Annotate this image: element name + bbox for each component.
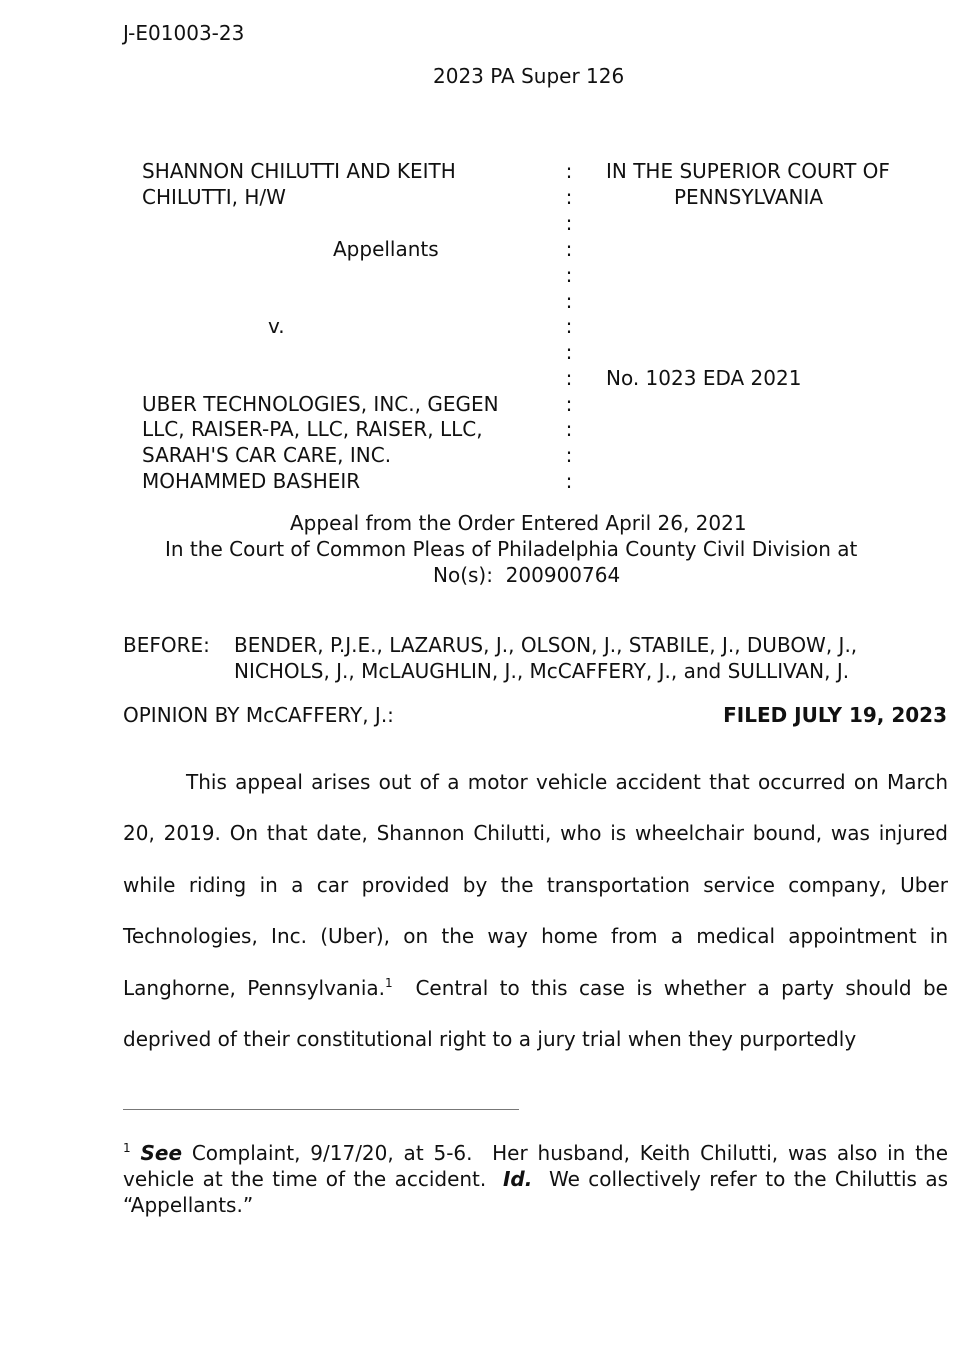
body-text-part-1: This appeal arises out of a motor vehicle accident that occurred on March 20, 2019. On that date, Shannon Chilutti, who is wheelchair bound, was injured while riding in a car provided by the transportation service company, Uber Technologies, Inc. (Uber), on the way home from a medical appointment in Langhorne, Pennsylvania. [123,770,948,1000]
appellants-label: Appellants [333,237,439,261]
caption-colon: : [565,314,573,338]
panel-line-1: BENDER, P.J.E., LAZARUS, J., OLSON, J., STABILE, J., DUBOW, J., [234,633,858,657]
case-citation: 2023 PA Super 126 [433,64,625,88]
before-label: BEFORE: [123,633,210,657]
body-paragraph [123,757,955,1065]
footnote-text-1: Complaint, 9/17/20, at 5-6. Her husband, Keith Chilutti, was also in the vehicle at the time of the accident. [123,1141,955,1191]
defendants-line-2: LLC, RAISER-PA, LLC, RAISER, LLC, [142,417,483,441]
caption-colon: : [565,417,573,441]
footnote-1 [123,1140,955,1218]
plaintiffs-line-1: SHANNON CHILUTTI AND KEITH [142,159,456,183]
footnote-divider [123,1109,519,1110]
opinion-author: OPINION BY McCAFFERY, J.: [123,703,394,727]
caption-colon: : [565,211,573,235]
caption-colon: : [565,392,573,416]
docket-number: J-E01003-23 [123,21,245,45]
appeal-line-2: In the Court of Common Pleas of Philadelphia County Civil Division at [165,537,858,561]
caption-colon: : [565,159,573,183]
footnote-id-signal: Id. [502,1167,533,1191]
panel-line-2: NICHOLS, J., McLAUGHLIN, J., McCAFFERY, J., and SULLIVAN, J. [234,659,850,683]
body-text-part-2: Central to this case is whether a party should be deprived of their constitutional right to a jury trial when they purportedly [123,975,955,1052]
appeal-line-1: Appeal from the Order Entered April 26, 2021 [290,511,747,535]
versus-label: v. [268,314,285,338]
caption-colon: : [565,469,573,493]
caption-colon: : [565,237,573,261]
caption-colon: : [565,289,573,313]
caption-colon: : [565,340,573,364]
opinion-body [123,757,955,1065]
appeal-line-3: No(s): 200900764 [433,563,621,587]
caption-colon: : [565,263,573,287]
court-name-line-2: PENNSYLVANIA [674,185,824,209]
defendants-line-4: MOHAMMED BASHEIR [142,469,361,493]
footnote-number: 1 [123,1141,131,1155]
footnote-text-2: We collectively refer to the Chiluttis as “Appellants.” [123,1167,955,1217]
case-number: No. 1023 EDA 2021 [606,366,802,390]
caption-colon: : [565,366,573,390]
caption-colon: : [565,185,573,209]
footnote-reference: 1 [385,975,393,990]
defendants-line-1: UBER TECHNOLOGIES, INC., GEGEN [142,392,499,416]
footnote-see-signal: See [140,1141,183,1165]
caption-colon: : [565,443,573,467]
defendants-line-3: SARAH'S CAR CARE, INC. [142,443,392,467]
plaintiffs-line-2: CHILUTTI, H/W [142,185,286,209]
court-name-line-1: IN THE SUPERIOR COURT OF [606,159,890,183]
filed-date: FILED JULY 19, 2023 [723,703,947,727]
